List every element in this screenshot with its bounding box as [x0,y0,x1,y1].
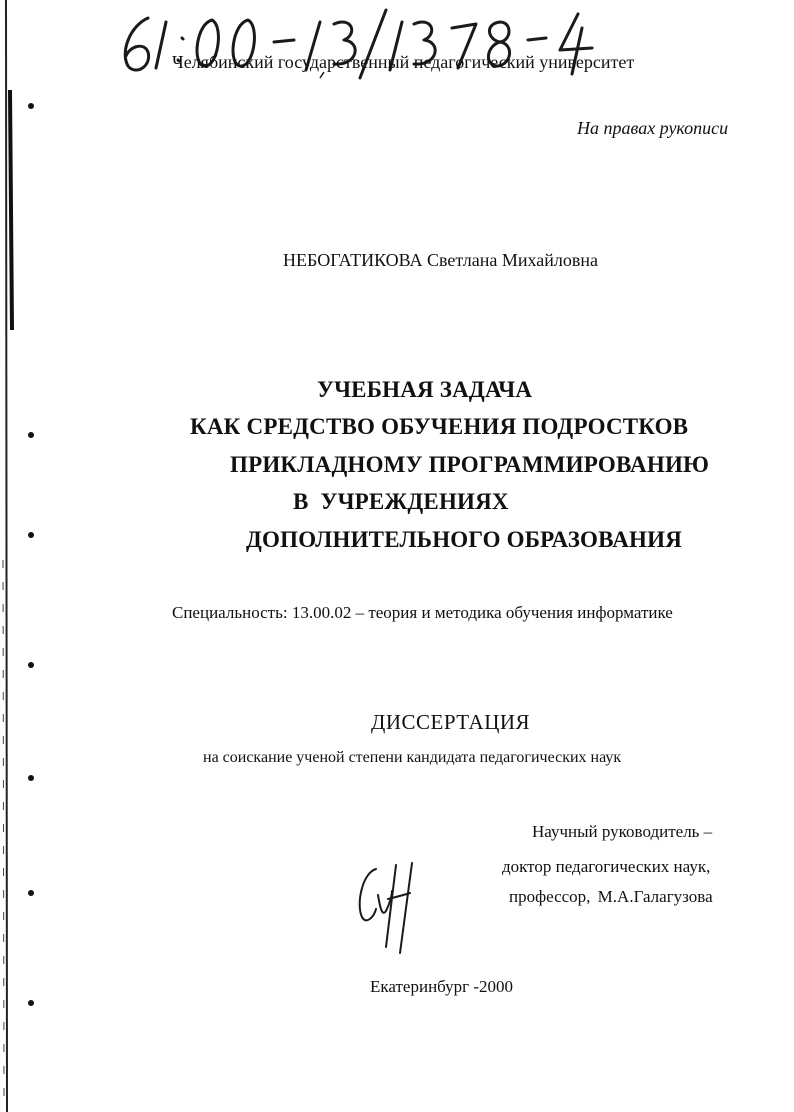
supervisor-name: профессор, М.А.Галагузова [509,887,713,906]
document-type: ДИССЕРТАЦИЯ [371,710,531,734]
binding-hole-dot [28,662,34,668]
specialty-line: Специальность: 13.00.02 – теория и методика обучения информатике [172,603,673,622]
degree-line: на соискание ученой степени кандидата педагогических наук [203,749,622,766]
binding-hole-dot [28,103,34,109]
supervisor-role: Научный руководитель – [532,822,713,841]
title-line: ПРИКЛАДНОМУ ПРОГРАММИРОВАНИЮ [230,452,710,477]
title-line: КАК СРЕДСТВО ОБУЧЕНИЯ ПОДРОСТКОВ [190,414,689,439]
binding-hole-dot [28,432,34,438]
university-name: Челябинский государственный педагогический университет [172,52,635,72]
binding-hole-dot [28,775,34,781]
binding-hole-dot [28,532,34,538]
scan-binding-edge [0,0,14,1112]
title-line: УЧЕБНАЯ ЗАДАЧА [317,377,533,402]
binding-hole-dot [28,1000,34,1006]
title-line: ДОПОЛНИТЕЛЬНОГО ОБРАЗОВАНИЯ [246,527,683,552]
handwritten-signature [352,855,432,955]
binding-hole-dot [28,890,34,896]
author-name: НЕБОГАТИКОВА Светлана Михайловна [283,250,599,270]
city-year: Екатеринбург -2000 [370,977,514,996]
manuscript-rights-note: На правах рукописи [577,118,729,138]
title-line: В УЧРЕЖДЕНИЯХ [293,489,509,514]
supervisor-degree: доктор педагогических наук, [502,857,711,876]
